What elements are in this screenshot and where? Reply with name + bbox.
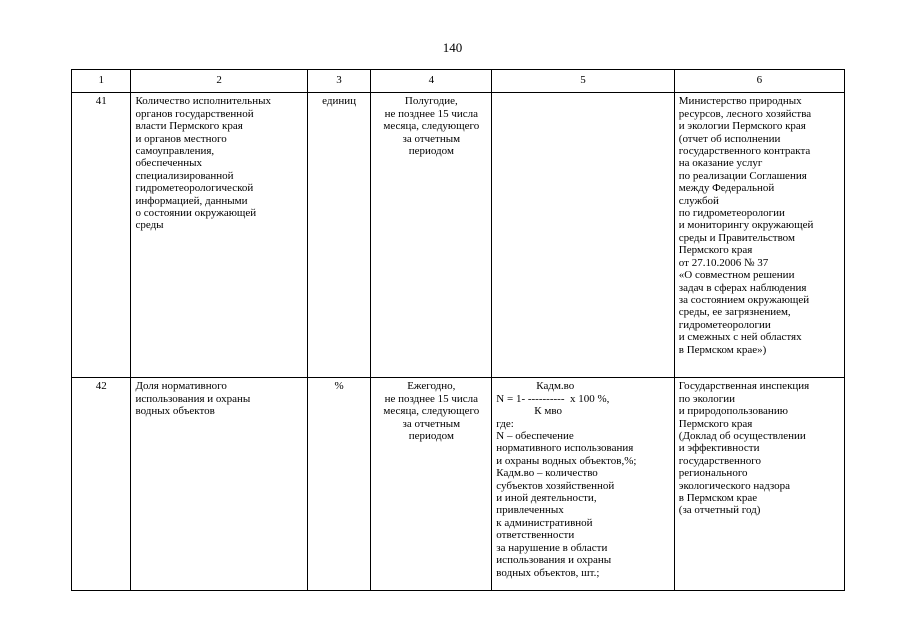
text-line: органов государственной — [135, 107, 254, 120]
text-line: о состоянии окружающей — [135, 207, 257, 220]
source-cell — [674, 378, 844, 591]
text-line: нормативного использования — [496, 442, 634, 455]
column-header-2: 2 — [131, 70, 307, 93]
text-line: «О совместном решении — [678, 269, 795, 282]
indicator-cell — [131, 378, 307, 591]
text-line: Доля нормативного — [135, 380, 227, 393]
header-row — [72, 70, 845, 93]
text-line: и природопользованию — [678, 405, 788, 418]
text-line: задач в сферах наблюдения — [678, 281, 807, 294]
table-row — [72, 93, 845, 378]
column-header-6: 6 — [674, 70, 844, 93]
text-line: за отчетным — [402, 417, 461, 430]
source-cell — [674, 93, 844, 378]
text-line: информацией, данными — [135, 194, 248, 207]
text-line: в Пермском крае») — [678, 343, 767, 356]
unit-cell: % — [307, 378, 371, 591]
text-line: не позднее 15 числа — [384, 392, 479, 405]
column-header-1: 1 — [72, 70, 131, 93]
text-line: и смежных с ней областях — [678, 331, 802, 344]
formula-expression: N = 1- ---------- х 100 %, — [496, 392, 610, 405]
indicator-cell — [131, 93, 307, 378]
text-line: водных объектов, шт.; — [496, 566, 600, 579]
text-line: N – обеспечение — [496, 430, 574, 443]
text-line: гидрометеорологии — [678, 318, 771, 331]
text-line: специализированной — [135, 169, 234, 182]
period-cell — [371, 93, 492, 378]
text-line: на оказание услуг — [678, 157, 763, 170]
method-cell — [492, 378, 674, 591]
text-line: привлеченных — [496, 504, 564, 517]
text-line: и иной деятельности, — [496, 492, 597, 505]
text-line: использования и охраны — [135, 392, 251, 405]
text-line: среды — [135, 219, 164, 232]
text-line: ресурсов, лесного хозяйства — [678, 107, 812, 120]
text-line: (за отчетный год) — [678, 504, 761, 517]
method-cell — [492, 93, 674, 378]
text-line: Полугодие, — [404, 95, 458, 108]
text-line: периодом — [408, 145, 454, 158]
text-line: власти Пермского края — [135, 120, 243, 133]
text-line: водных объектов — [135, 405, 215, 418]
text-line: не позднее 15 числа — [384, 107, 479, 120]
text-line: службой — [678, 194, 719, 207]
column-header-4: 4 — [371, 70, 492, 93]
column-header-5: 5 — [492, 70, 674, 93]
text-line: от 27.10.2006 № 37 — [678, 256, 769, 269]
text-line: субъектов хозяйственной — [496, 479, 615, 492]
unit-cell: единиц — [307, 93, 371, 378]
method-description — [496, 418, 669, 579]
text-line: по гидрометеорологии — [678, 207, 785, 220]
text-line: и органов местного — [135, 132, 227, 145]
text-line: и охраны водных объектов,%; — [496, 454, 637, 467]
row-number: 42 — [72, 378, 131, 591]
text-line: к административной — [496, 516, 593, 529]
text-line: и эффективности — [678, 442, 760, 455]
text-line: обеспеченных — [135, 157, 203, 170]
text-line: и мониторингу окружающей — [678, 219, 814, 232]
text-line: месяца, следующего — [383, 120, 480, 133]
column-header-3: 3 — [307, 70, 371, 93]
text-line: за нарушение в области — [496, 541, 608, 554]
text-line: экологического надзора — [678, 479, 791, 492]
text-line: по реализации Соглашения — [678, 169, 807, 182]
text-line: за отчетным — [402, 132, 461, 145]
text-line: периодом — [408, 430, 454, 443]
text-line: и экологии Пермского края — [678, 120, 806, 133]
formula-denominator: К мво — [534, 405, 562, 418]
text-line: государственного контракта — [678, 145, 811, 158]
text-line: Министерство природных — [678, 95, 802, 108]
text-line: где: — [496, 417, 514, 430]
page-number: 140 — [442, 40, 463, 55]
text-line: Пермского края — [678, 244, 753, 257]
text-line: (Доклад об осуществлении — [678, 430, 806, 443]
text-line: государственного — [678, 454, 762, 467]
row-number: 41 — [72, 93, 131, 378]
text-line: среды и Правительством — [678, 231, 795, 244]
text-line: Ежегодно, — [407, 380, 456, 393]
text-line: по экологии — [678, 392, 736, 405]
text-line: Кадм.во – количество — [496, 467, 598, 480]
text-line: регионального — [678, 467, 748, 480]
text-line: в Пермском крае — [678, 492, 758, 505]
text-line: Пермского края — [678, 417, 753, 430]
text-line: самоуправления, — [135, 145, 215, 158]
text-line: месяца, следующего — [383, 405, 480, 418]
text-line: между Федеральной — [678, 182, 775, 195]
text-line: гидрометеорологической — [135, 182, 254, 195]
text-line: использования и охраны — [496, 554, 612, 567]
text-line: ответственности — [496, 529, 575, 542]
text-line: Количество исполнительных — [135, 95, 271, 108]
text-line: (отчет об исполнении — [678, 132, 781, 145]
table-row — [72, 378, 845, 591]
text-line: за состоянием окружающей — [678, 293, 810, 306]
text-line: среды, ее загрязнением, — [678, 306, 791, 319]
indicators-table — [71, 69, 845, 591]
text-line: Государственная инспекция — [678, 380, 810, 393]
formula-numerator: Кадм.во — [536, 380, 575, 393]
period-cell — [371, 378, 492, 591]
